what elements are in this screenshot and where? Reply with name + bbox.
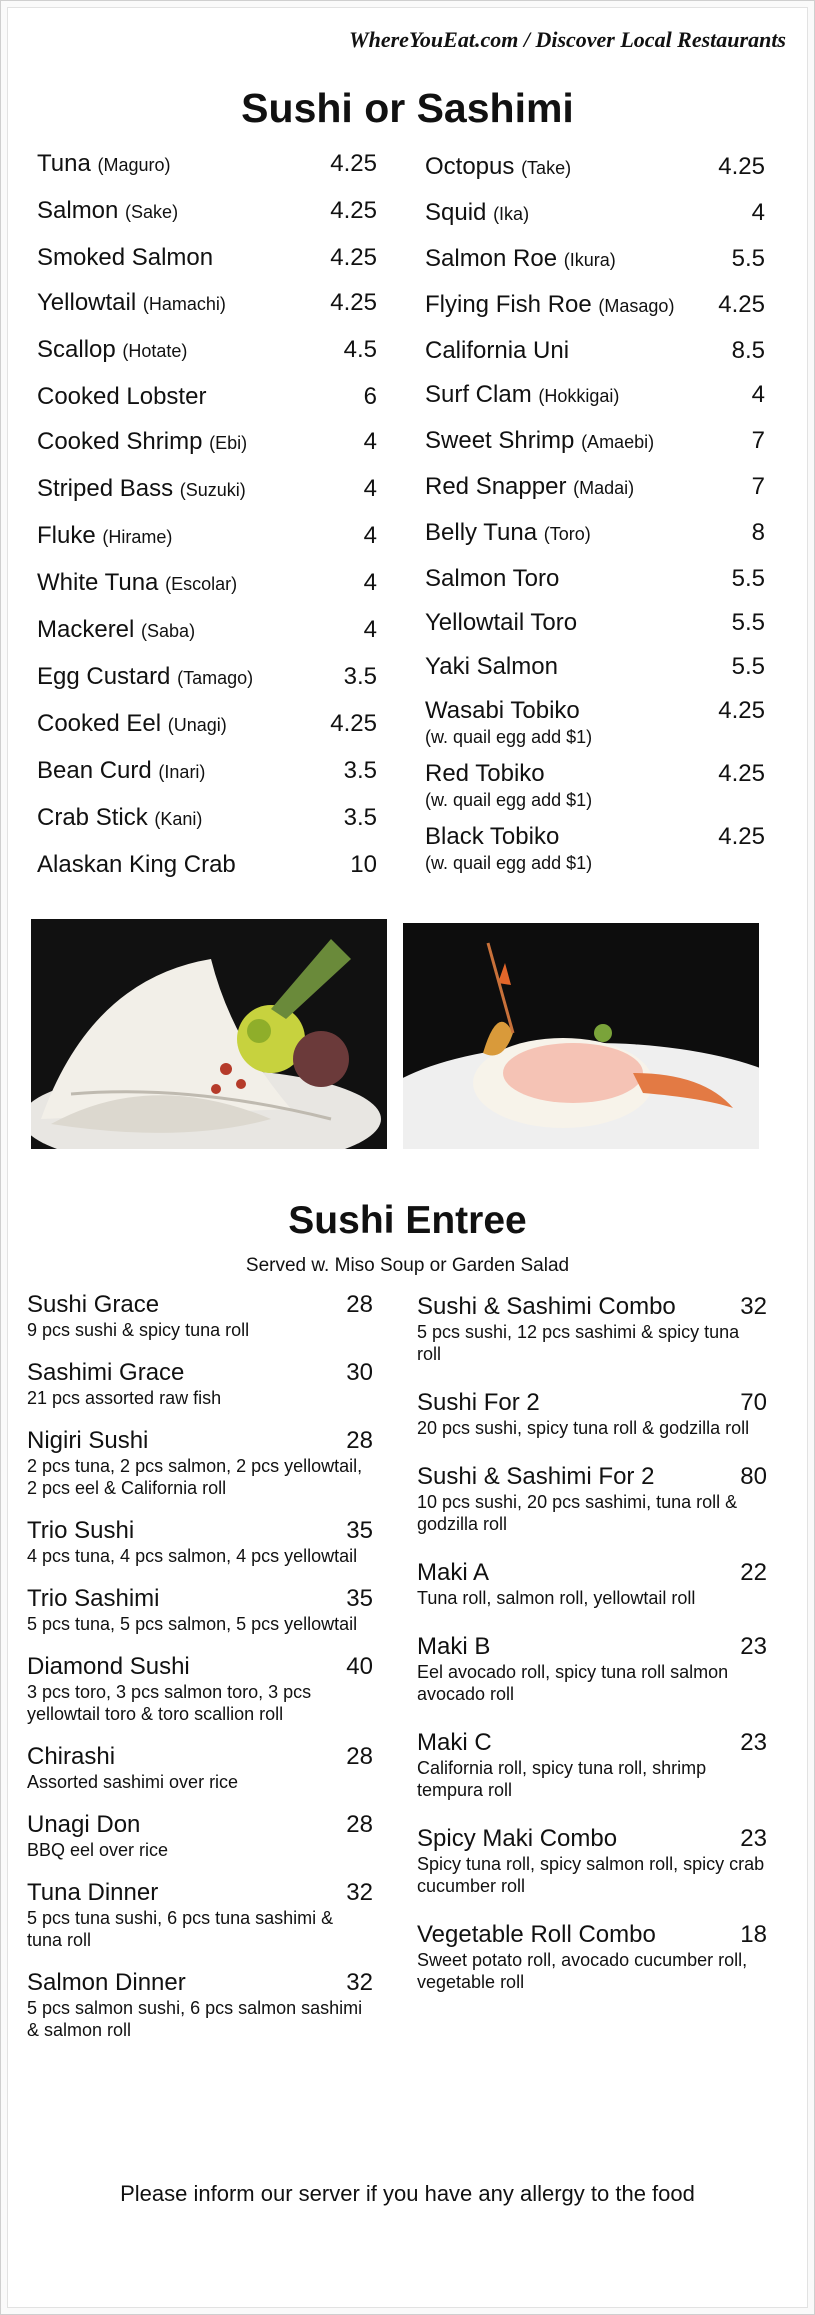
entree-item [27,1359,373,1409]
menu-item [425,152,765,183]
item-name: Striped Bass [37,475,174,502]
item-note: (w. quail egg add $1) [425,790,593,810]
entree-item [27,1969,373,2041]
item-name: Wasabi Tobiko [425,697,580,724]
item-note: (w. quail egg add $1) [425,853,593,873]
item-name: Crab Stick [37,804,148,831]
entree-name: Maki C [417,1729,492,1756]
item-price: 4 [363,428,377,455]
item-name-wrap [425,198,529,229]
item-price: 5.5 [731,245,765,272]
item-name: Surf Clam [425,381,532,408]
entree-description: Tuna roll, salmon roll, yellowtail roll [417,1588,696,1608]
entree-item [27,1743,373,1793]
item-japanese-name: (Hamachi) [142,294,226,314]
item-japanese-name: (Masago) [598,296,675,316]
item-name-wrap [37,335,187,366]
entree-row [27,1811,373,1839]
item-name-wrap [425,244,616,275]
menu-item [37,662,377,693]
item-japanese-name: (Sake) [125,202,179,222]
item-price: 4.25 [330,150,377,177]
item-name-wrap [425,290,674,321]
item-price: 7 [751,473,765,500]
entree-description: Sweet potato roll, avocado cucumber roll, vegetable roll [417,1950,748,1992]
item-name: Salmon Roe [425,245,558,272]
entree-name: Sashimi Grace [27,1359,185,1386]
item-name: Tuna [37,150,91,177]
menu-item [425,426,765,457]
menu-item [425,652,765,681]
item-name-wrap [37,427,247,458]
menu-item [37,474,377,505]
item-price: 4 [363,475,377,502]
entree-name: Chirashi [27,1743,116,1770]
item-name-wrap [37,474,246,505]
item-name-wrap [37,709,227,740]
entree-description: 5 pcs tuna sushi, 6 pcs tuna sashimi & tuna roll [27,1908,334,1950]
item-row [425,244,765,275]
entree-price: 28 [346,1743,373,1770]
entree-item [417,1463,767,1535]
entree-price: 32 [346,1879,373,1906]
menu-item [425,472,765,503]
entree-name: Nigiri Sushi [27,1427,149,1454]
entree-item [417,1825,767,1897]
entree-row [27,1653,373,1681]
sushi-entree-title: Sushi Entree [288,1199,527,1242]
menu-item [425,244,765,275]
item-name-wrap [37,662,253,693]
item-japanese-name: (Ika) [493,204,530,224]
item-japanese-name: (Maguro) [97,155,171,175]
entree-name: Unagi Don [27,1811,141,1838]
item-name: White Tuna [37,569,159,596]
item-name: Alaskan King Crab [37,851,236,878]
item-name: Red Snapper [425,473,567,500]
item-name: Salmon Toro [425,565,560,592]
sushi-entree-subtitle: Served w. Miso Soup or Garden Salad [245,1255,570,1276]
item-row [425,380,765,411]
item-japanese-name: (Toro) [543,524,591,544]
item-name: Mackerel [37,616,135,643]
item-price: 4.25 [330,289,377,316]
item-row [37,709,377,740]
menu-item [425,336,765,365]
item-price: 4.25 [718,697,765,724]
item-row [37,615,377,646]
item-name-wrap [37,756,205,787]
entree-price: 35 [346,1517,373,1544]
menu-item [425,564,765,593]
item-row [425,426,765,457]
item-row [37,756,377,787]
item-price: 4 [751,381,765,408]
item-price: 4.25 [330,710,377,737]
entree-row [27,1359,373,1387]
item-japanese-name: (Inari) [158,762,206,782]
item-price: 3.5 [343,804,377,831]
item-price: 6 [363,383,377,410]
item-name-wrap [425,759,545,788]
item-name-wrap [425,426,654,457]
menu-item [37,756,377,787]
item-row [425,822,765,851]
item-row [37,196,377,227]
menu-item [425,759,765,810]
sashimi-platter-photo [31,919,387,1149]
item-name-wrap [37,382,206,411]
entree-name: Trio Sashimi [27,1585,160,1612]
item-row [37,243,377,272]
menu-item [425,290,765,321]
item-japanese-name: (Kani) [154,809,203,829]
menu-item [37,427,377,458]
entree-name: Trio Sushi [27,1517,135,1544]
entree-price: 28 [346,1427,373,1454]
item-name: Fluke [37,522,96,549]
item-name-wrap [425,380,619,411]
item-name-wrap [37,615,195,646]
item-japanese-name: (Tamago) [177,668,254,688]
menu-item [425,518,765,549]
item-name-wrap [425,518,591,549]
item-price: 4.25 [330,244,377,271]
item-price: 4.5 [343,336,377,363]
entree-price: 22 [740,1559,767,1586]
entree-name: Sushi Grace [27,1291,160,1318]
entree-item [417,1729,767,1801]
item-row [425,696,765,725]
item-note: (w. quail egg add $1) [425,727,593,747]
item-name-wrap [425,608,577,637]
shrimp-nigiri-photo [403,923,759,1149]
entree-description: Assorted sashimi over rice [27,1772,239,1792]
item-row [37,382,377,411]
menu-item [425,380,765,411]
entree-name: Diamond Sushi [27,1653,190,1680]
item-row [37,427,377,458]
entree-name: Maki B [417,1633,491,1660]
item-name: Flying Fish Roe [425,291,592,318]
entree-name: Salmon Dinner [27,1969,186,1996]
entree-description: California roll, spicy tuna roll, shrimp tempura roll [417,1758,707,1800]
item-japanese-name: (Amaebi) [581,432,655,452]
item-name-wrap [425,152,571,183]
entree-description: Spicy tuna roll, spicy salmon roll, spicy crab cucumber roll [417,1854,765,1896]
item-name: Scallop [37,336,116,363]
entree-item [27,1291,373,1341]
item-name-wrap [425,652,558,681]
menu-item [37,243,377,272]
item-name-wrap [37,196,178,227]
item-name: Yellowtail Toro [425,609,578,636]
item-price: 5.5 [731,653,765,680]
item-price: 4.25 [718,760,765,787]
entree-row [417,1729,767,1757]
entree-name: Maki A [417,1559,490,1586]
item-japanese-name: (Take) [521,158,572,178]
entree-price: 18 [740,1921,767,1948]
item-name-wrap [37,288,226,319]
item-japanese-name: (Hokkigai) [538,386,620,406]
entree-description: 10 pcs sushi, 20 pcs sashimi, tuna roll & godzilla roll [417,1492,738,1534]
allergy-notice: Please inform our server if you have any allergy to the food [120,2181,695,2206]
item-row [37,850,377,879]
entree-item [27,1811,373,1861]
item-price: 5.5 [731,565,765,592]
item-japanese-name: (Ikura) [563,250,616,270]
entree-price: 28 [346,1291,373,1318]
entree-item [417,1293,767,1365]
item-name: Cooked Lobster [37,383,207,410]
entree-name: Vegetable Roll Combo [417,1921,656,1948]
menu-item [37,850,377,879]
menu-item [425,608,765,637]
entree-name: Sushi For 2 [417,1389,540,1416]
item-name-wrap [425,472,634,503]
item-price: 4.25 [718,291,765,318]
item-name: Yaki Salmon [425,653,558,680]
entree-row [27,1969,373,1997]
menu-item [37,803,377,834]
item-row [37,521,377,552]
entree-description: 9 pcs sushi & spicy tuna roll [27,1320,250,1340]
entree-price: 30 [346,1359,373,1386]
item-row [37,335,377,366]
entree-name: Tuna Dinner [27,1879,159,1906]
item-row [425,290,765,321]
entree-row [27,1517,373,1545]
item-row [37,288,377,319]
entree-item [27,1879,373,1951]
item-name-wrap [37,850,236,879]
entree-price: 35 [346,1585,373,1612]
item-japanese-name: (Escolar) [165,574,238,594]
item-row [37,149,377,180]
item-price: 4.25 [330,197,377,224]
sushi-list-right [425,152,765,885]
entree-row [27,1427,373,1455]
entree-price: 28 [346,1811,373,1838]
item-name: Smoked Salmon [37,244,214,271]
entree-item [417,1921,767,1993]
item-japanese-name: (Madai) [573,478,635,498]
menu-item [37,382,377,411]
item-price: 3.5 [343,757,377,784]
item-name-wrap [425,336,569,365]
entree-row [27,1743,373,1771]
entree-description: 5 pcs sushi, 12 pcs sashimi & spicy tuna roll [417,1322,740,1364]
menu-item [425,822,765,873]
menu-item [37,709,377,740]
entree-list-left [27,1291,373,2059]
item-row [37,803,377,834]
item-row [425,472,765,503]
item-name-wrap [37,521,172,552]
item-price: 4 [363,522,377,549]
entree-item [27,1517,373,1567]
entree-price: 80 [740,1463,767,1490]
item-price: 4 [363,616,377,643]
item-row [37,474,377,505]
entree-price: 23 [740,1729,767,1756]
item-price: 5.5 [731,609,765,636]
item-row [425,564,765,593]
entree-list-right [417,1293,767,2017]
menu-item [425,696,765,747]
item-price: 4 [363,569,377,596]
entree-description: 3 pcs toro, 3 pcs salmon toro, 3 pcs yellowtail toro & toro scallion roll [27,1682,312,1724]
item-row [425,608,765,637]
entree-description: 20 pcs sushi, spicy tuna roll & godzilla roll [417,1418,750,1438]
item-name: Belly Tuna [425,519,538,546]
item-name: Salmon [37,197,119,224]
entree-price: 40 [346,1653,373,1680]
item-price: 3.5 [343,663,377,690]
menu-item [37,335,377,366]
item-name-wrap [425,822,559,851]
entree-price: 32 [740,1293,767,1320]
sushi-sashimi-title: Sushi or Sashimi [241,85,574,131]
item-name: Squid [425,199,487,226]
entree-description: BBQ eel over rice [27,1840,169,1860]
item-price: 8.5 [731,337,765,364]
menu-item [37,615,377,646]
item-row [37,662,377,693]
menu-item [37,196,377,227]
item-name-wrap [425,564,559,593]
item-price: 4 [751,199,765,226]
item-japanese-name: (Hotate) [122,341,188,361]
entree-item [27,1585,373,1635]
entree-row [417,1463,767,1491]
entree-price: 23 [740,1825,767,1852]
entree-description: Eel avocado roll, spicy tuna roll salmon avocado roll [417,1662,729,1704]
menu-item [37,568,377,599]
item-japanese-name: (Hirame) [102,527,173,547]
entree-item [417,1633,767,1705]
item-row [425,198,765,229]
item-name-wrap [37,149,171,180]
site-banner[interactable]: WhereYouEat.com / Discover Local Restaurants [349,27,786,52]
item-price: 4.25 [718,153,765,180]
entree-row [417,1633,767,1661]
entree-price: 32 [346,1969,373,1996]
entree-row [417,1293,767,1321]
entree-row [417,1389,767,1417]
item-name: California Uni [425,337,570,364]
entree-item [27,1427,373,1499]
item-row [425,518,765,549]
item-name: Cooked Shrimp [37,428,203,455]
entree-row [27,1879,373,1907]
entree-description: 21 pcs assorted raw fish [27,1388,222,1408]
item-name-wrap [37,568,237,599]
entree-row [27,1585,373,1613]
entree-name: Spicy Maki Combo [417,1825,618,1852]
entree-name: Sushi & Sashimi For 2 [417,1463,655,1490]
item-name-wrap [425,696,580,725]
item-price: 8 [751,519,765,546]
item-row [37,568,377,599]
item-japanese-name: (Suzuki) [179,480,246,500]
item-name: Egg Custard [37,663,171,690]
item-japanese-name: (Ebi) [209,433,248,453]
entree-description: 5 pcs tuna, 5 pcs salmon, 5 pcs yellowtail [27,1614,358,1634]
item-row [425,152,765,183]
menu-item [37,521,377,552]
item-name-wrap [37,803,202,834]
entree-description: 2 pcs tuna, 2 pcs salmon, 2 pcs yellowtail, 2 pcs eel & California roll [27,1456,363,1498]
entree-row [27,1291,373,1319]
entree-price: 70 [740,1389,767,1416]
entree-row [417,1825,767,1853]
item-row [425,759,765,788]
item-japanese-name: (Unagi) [167,715,227,735]
item-name: Black Tobiko [425,823,560,850]
item-row [425,336,765,365]
entree-row [417,1921,767,1949]
entree-description: 5 pcs salmon sushi, 6 pcs salmon sashimi & salmon roll [27,1998,363,2040]
menu-item [37,288,377,319]
item-name: Cooked Eel [37,710,162,737]
sushi-list-left [37,149,377,895]
item-name: Bean Curd [37,757,152,784]
menu-item [425,198,765,229]
item-row [425,652,765,681]
entree-row [417,1559,767,1587]
item-price: 7 [751,427,765,454]
item-name: Sweet Shrimp [425,427,575,454]
entree-item [27,1653,373,1725]
entree-description: 4 pcs tuna, 4 pcs salmon, 4 pcs yellowtail [27,1546,358,1566]
item-name-wrap [37,243,213,272]
entree-item [417,1559,767,1609]
item-price: 10 [350,851,377,878]
menu-item [37,149,377,180]
item-name: Yellowtail [37,289,137,316]
entree-price: 23 [740,1633,767,1660]
entree-name: Sushi & Sashimi Combo [417,1293,676,1320]
item-name: Octopus [425,153,515,180]
entree-item [417,1389,767,1439]
item-name: Red Tobiko [425,760,545,787]
item-price: 4.25 [718,823,765,850]
item-japanese-name: (Saba) [141,621,196,641]
